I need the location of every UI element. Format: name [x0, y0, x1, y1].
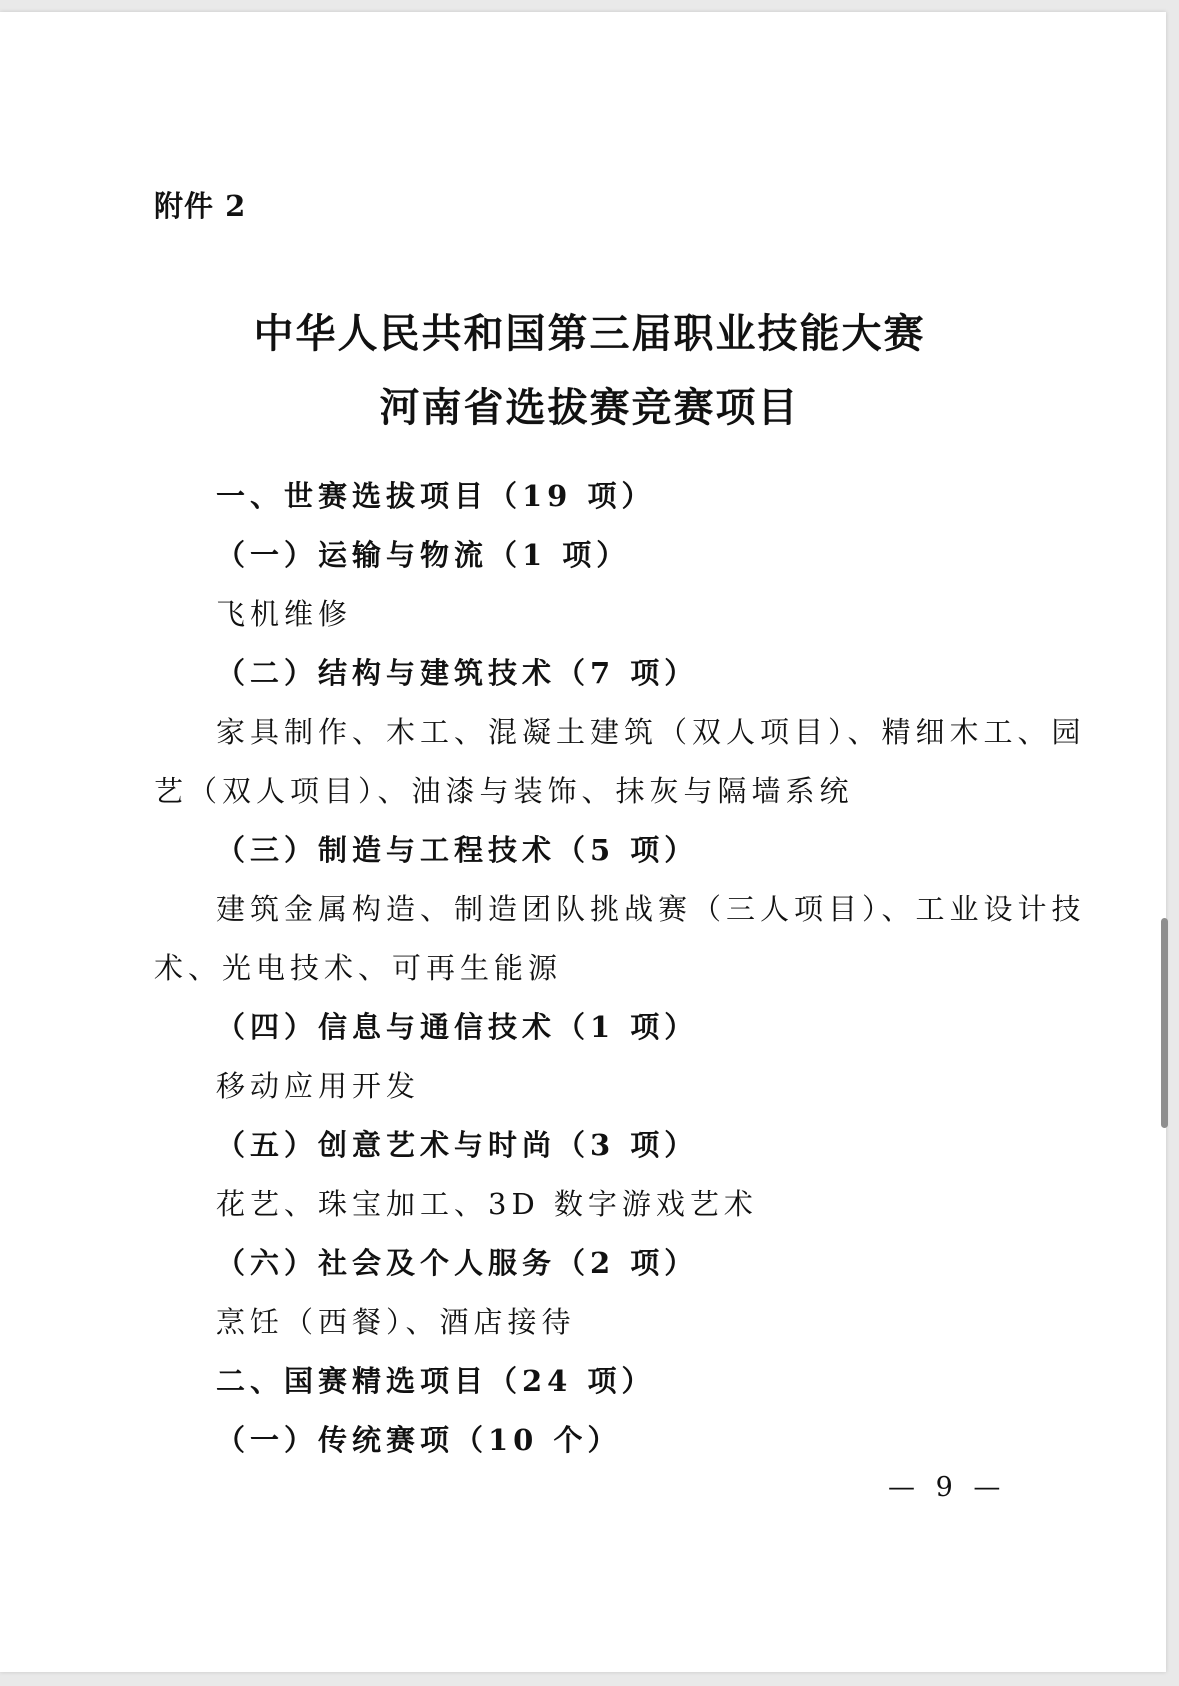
document-title-line-2: 河南省选拔赛竞赛项目 [379, 384, 800, 431]
subsection-heading-construction: （二）结构与建筑技术（7 项） [216, 656, 699, 690]
paragraph-line: 飞机维修 [216, 597, 353, 631]
subsection-heading-transport: （一）运输与物流（1 项） [216, 538, 631, 572]
paragraph-line: 术、光电技术、可再生能源 [154, 951, 563, 985]
scrollbar[interactable] [1161, 918, 1168, 1128]
paragraph-line: 艺（双人项目）、油漆与装饰、抹灰与隔墙系统 [154, 774, 854, 808]
subsection-heading-ict: （四）信息与通信技术（1 项） [216, 1010, 699, 1044]
paragraph-line: 家具制作、木工、混凝土建筑（双人项目）、精细木工、园 [216, 715, 1086, 749]
attachment-label: 附件 2 [154, 189, 247, 223]
document-title-line-1: 中华人民共和国第三届职业技能大赛 [253, 310, 926, 357]
paragraph-line: 建筑金属构造、制造团队挑战赛（三人项目）、工业设计技 [216, 892, 1086, 926]
page-number: — 9 — [888, 1472, 1007, 1503]
subsection-heading-traditional: （一）传统赛项（10 个） [216, 1423, 622, 1457]
section-heading-national-selection: 二、国赛精选项目（24 项） [216, 1364, 656, 1398]
paragraph-line: 烹饪（西餐）、酒店接待 [216, 1305, 576, 1339]
subsection-heading-social-services: （六）社会及个人服务（2 项） [216, 1246, 699, 1280]
paragraph-line: 移动应用开发 [216, 1069, 421, 1103]
paragraph-line: 花艺、珠宝加工、3D 数字游戏艺术 [216, 1187, 758, 1221]
subsection-heading-manufacturing: （三）制造与工程技术（5 项） [216, 833, 699, 867]
subsection-heading-creative-arts: （五）创意艺术与时尚（3 项） [216, 1128, 699, 1162]
section-heading-world-selection: 一、世赛选拔项目（19 项） [216, 479, 656, 513]
